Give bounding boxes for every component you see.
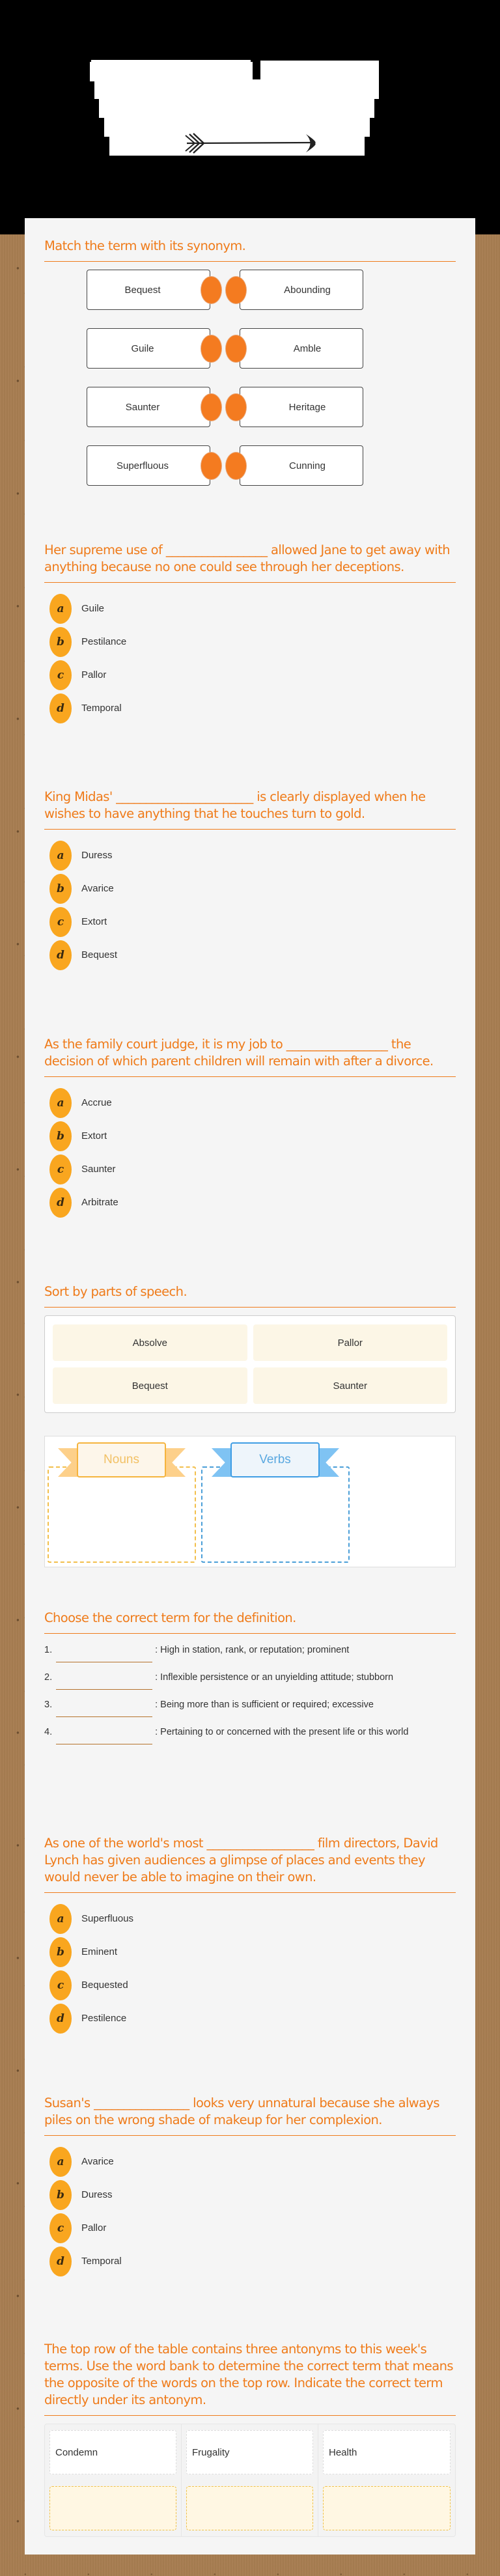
choice-option[interactable]: d Temporal (44, 2245, 456, 2278)
choice-letter-badge: b (49, 1937, 72, 1967)
draggable-word[interactable]: Saunter (253, 1367, 448, 1404)
choice-letter-badge: d (49, 2004, 72, 2034)
match-right-item[interactable]: Heritage (240, 387, 363, 427)
answer-blank[interactable] (56, 1675, 152, 1690)
choice-letter-badge: d (49, 2247, 72, 2276)
choice-letter-badge: a (49, 841, 72, 871)
choice-letter-badge: c (49, 1970, 72, 2000)
choice-option[interactable]: a Guile (44, 592, 456, 625)
match-right-item[interactable]: Abounding (240, 270, 363, 310)
question-title: Sort by parts of speech. (44, 1283, 456, 1308)
antonym-header-cell: Frugality (186, 2430, 313, 2474)
match-left-item[interactable]: Guile (87, 328, 210, 369)
word-bank (44, 1315, 456, 1413)
question-title: As the family court judge, it is my job to _________________ the decision of which parent children will remain with after a divorce. (44, 1036, 456, 1077)
choice-letter-badge: d (49, 693, 72, 723)
sort-question (44, 1283, 456, 1567)
multiple-choice-question (44, 2095, 456, 2278)
choice-letter-badge: a (49, 1904, 72, 1934)
match-connector-dot[interactable] (201, 393, 222, 421)
match-connector-dot[interactable] (201, 335, 222, 363)
sort-buckets (44, 1436, 456, 1567)
match-connector-dot[interactable] (201, 452, 222, 480)
choice-letter-badge: c (49, 1155, 72, 1184)
antonym-drop-zone[interactable] (186, 2486, 313, 2530)
choice-letter-badge: b (49, 1121, 72, 1151)
choice-letter-badge: a (49, 1088, 72, 1118)
draggable-word[interactable]: Pallor (253, 1324, 448, 1361)
choice-option[interactable]: b Pestilance (44, 625, 456, 658)
multiple-choice-question (44, 542, 456, 725)
match-connector-dot[interactable] (225, 276, 247, 304)
worksheet-card (25, 218, 475, 2555)
choice-option[interactable]: c Extort (44, 905, 456, 938)
choice-letter-badge: a (49, 594, 72, 624)
answer-blank[interactable] (56, 1648, 152, 1662)
choice-letter-badge: b (49, 627, 72, 657)
choice-option[interactable]: a Duress (44, 839, 456, 872)
arrow-right-icon (184, 130, 318, 156)
choice-letter-badge: b (49, 2180, 72, 2210)
draggable-word[interactable]: Absolve (53, 1324, 247, 1361)
question-title: Her supreme use of _________________ allowed Jane to get away with anything because no one could see through her deceptions. (44, 542, 456, 583)
matching-question (44, 238, 456, 511)
choice-option[interactable]: c Pallor (44, 2211, 456, 2245)
header-banner (0, 0, 500, 234)
verbs-ribbon-label: Verbs (212, 1442, 339, 1483)
choice-option[interactable]: c Pallor (44, 658, 456, 692)
choice-letter-badge: c (49, 2213, 72, 2243)
choice-option[interactable]: b Duress (44, 2178, 456, 2211)
choice-option[interactable]: a Accrue (44, 1086, 456, 1119)
multiple-choice-question (44, 1835, 456, 2035)
antonym-table (44, 2424, 456, 2537)
antonym-drop-zone[interactable] (49, 2486, 176, 2530)
match-connector-dot[interactable] (225, 452, 247, 480)
choice-option[interactable]: b Eminent (44, 1935, 456, 1968)
choice-letter-badge: a (49, 2147, 72, 2177)
question-title: The top row of the table contains three antonyms to this week's terms. Use the word bank to determine the correct term that means the opposite of the words on the top row. Indicate the correct term directly under its antonym. (44, 2341, 456, 2416)
definition-row: 3. : Being more than is sufficient or required; excessive (44, 1698, 456, 1712)
multiple-choice-question (44, 1036, 456, 1219)
choice-option[interactable]: b Avarice (44, 872, 456, 905)
choice-letter-badge: b (49, 874, 72, 904)
choice-letter-badge: d (49, 940, 72, 970)
definition-row: 2. : Inflexible persistence or an unyielding attitude; stubborn (44, 1670, 456, 1685)
answer-blank[interactable] (56, 1703, 152, 1717)
match-connector-dot[interactable] (201, 276, 222, 304)
choice-letter-badge: c (49, 907, 72, 937)
choice-option[interactable]: c Saunter (44, 1153, 456, 1186)
match-connector-dot[interactable] (225, 335, 247, 363)
matching-grid (44, 270, 456, 511)
match-right-item[interactable]: Cunning (240, 445, 363, 486)
choice-letter-badge: c (49, 660, 72, 690)
nouns-ribbon-label: Nouns (58, 1442, 186, 1483)
choice-option[interactable]: b Extort (44, 1119, 456, 1153)
definitions-question (44, 1610, 456, 1752)
choice-option[interactable]: a Avarice (44, 2145, 456, 2178)
choice-option[interactable]: c Bequested (44, 1968, 456, 2002)
choice-letter-badge: d (49, 1188, 72, 1218)
match-right-item[interactable]: Amble (240, 328, 363, 369)
choice-option[interactable]: d Bequest (44, 938, 456, 972)
match-left-item[interactable]: Saunter (87, 387, 210, 427)
question-title: Susan's ________________ looks very unnatural because she always piles on the wrong shade of makeup for her complexion. (44, 2095, 456, 2136)
question-title: As one of the world's most __________________ film directors, David Lynch has given audiences a glimpse of places and events they would never be able to imagine on their own. (44, 1835, 456, 1893)
antonym-header-cell: Condemn (49, 2430, 176, 2474)
choice-option[interactable]: d Pestilence (44, 2002, 456, 2035)
question-title: Choose the correct term for the definition. (44, 1610, 456, 1634)
definition-row: 4. : Pertaining to or concerned with the present life or this world (44, 1725, 456, 1739)
definition-row: 1. : High in station, rank, or reputation; prominent (44, 1643, 456, 1657)
choice-option[interactable]: d Arbitrate (44, 1186, 456, 1219)
multiple-choice-question (44, 789, 456, 972)
question-title: King Midas' _______________________ is clearly displayed when he wishes to have anything that he touches turn to gold. (44, 789, 456, 830)
antonym-drop-zone[interactable] (323, 2486, 451, 2530)
question-title: Match the term with its synonym. (44, 238, 456, 262)
choice-option[interactable]: a Superfluous (44, 1902, 456, 1935)
match-connector-dot[interactable] (225, 393, 247, 421)
antonym-header-cell: Health (323, 2430, 451, 2474)
match-left-item[interactable]: Superfluous (87, 445, 210, 486)
answer-blank[interactable] (56, 1730, 152, 1744)
match-left-item[interactable]: Bequest (87, 270, 210, 310)
choice-option[interactable]: d Temporal (44, 692, 456, 725)
draggable-word[interactable]: Bequest (53, 1367, 247, 1404)
antonym-table-question (44, 2341, 456, 2537)
